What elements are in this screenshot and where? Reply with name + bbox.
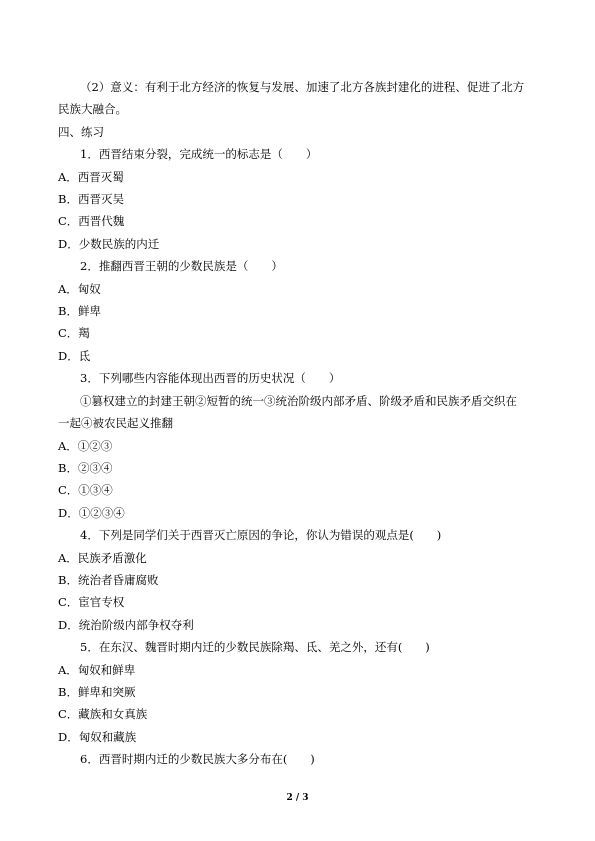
question-1-option-c: C．西晋代魏 bbox=[58, 214, 125, 229]
question-4-option-b: B．统治者昏庸腐败 bbox=[58, 572, 159, 587]
question-5-option-b: B．鲜卑和突厥 bbox=[58, 684, 136, 699]
question-6-stem: 6．西晋时期内迁的少数民族大多分布在( ) bbox=[80, 752, 315, 767]
question-5-option-d: D．匈奴和藏族 bbox=[58, 729, 137, 744]
question-3-detail-line-1: ①篡权建立的封建王朝②短暂的统一③统治阶级内部矛盾、阶级矛盾和民族矛盾交织在 bbox=[80, 393, 517, 408]
question-2-option-c: C．羯 bbox=[58, 326, 90, 341]
question-5-option-a: A．匈奴和鲜卑 bbox=[58, 662, 136, 677]
question-4-stem: 4．下列是同学们关于西晋灭亡原因的争论，你认为错误的观点是( ) bbox=[80, 528, 442, 543]
question-3-option-d: D．①②③④ bbox=[58, 505, 125, 520]
question-4-option-a: A．民族矛盾激化 bbox=[58, 550, 147, 565]
section-heading: 四、练习 bbox=[58, 124, 104, 139]
question-1-option-a: A．西晋灭蜀 bbox=[58, 169, 124, 184]
meaning-line-1: （2）意义：有利于北方经济的恢复与发展、加速了北方各族封建化的进程、促进了北方 bbox=[80, 80, 525, 94]
question-1-option-b: B．西晋灭吴 bbox=[58, 192, 124, 207]
question-3-detail-line-2: 一起④被农民起义推翻 bbox=[58, 416, 173, 431]
page-number: 2 / 3 bbox=[286, 793, 309, 803]
question-3-option-c: C．①③④ bbox=[58, 483, 113, 498]
question-2-option-a: A．匈奴 bbox=[58, 281, 101, 296]
question-3-option-a: A．①②③ bbox=[58, 438, 113, 453]
question-4-option-c: C．宦官专权 bbox=[58, 595, 125, 610]
question-3-option-b: B．②③④ bbox=[58, 460, 113, 475]
question-2-option-b: B．鲜卑 bbox=[58, 304, 101, 319]
document-body bbox=[58, 76, 540, 771]
question-1-option-d: D．少数民族的内迁 bbox=[58, 236, 160, 251]
question-4-option-d: D．统治阶级内部争权夺利 bbox=[58, 617, 194, 632]
question-2-stem: 2．推翻西晋王朝的少数民族是（ ） bbox=[80, 259, 283, 274]
question-1-stem: 1．西晋结束分裂，完成统一的标志是（ ） bbox=[80, 147, 318, 162]
question-5-option-c: C．藏族和女真族 bbox=[58, 707, 148, 722]
question-3-stem: 3．下列哪些内容能体现出西晋的历史状况（ ） bbox=[80, 371, 341, 386]
question-2-option-d: D．氐 bbox=[58, 348, 91, 363]
meaning-line-2: 民族大融合。 bbox=[58, 102, 127, 117]
question-5-stem: 5．在东汉、魏晋时期内迁的少数民族除羯、氐、羌之外，还有( ) bbox=[80, 640, 430, 655]
